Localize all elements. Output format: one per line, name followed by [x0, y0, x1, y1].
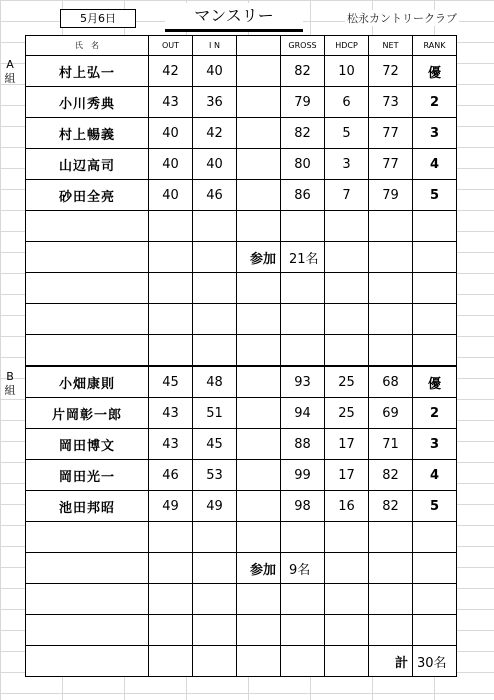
empty-row [26, 584, 457, 615]
results-table-wrap [25, 35, 457, 677]
hdcp-value: 6 [325, 87, 369, 118]
out-score: 43 [149, 398, 193, 429]
out-score: 40 [149, 118, 193, 149]
total-label: 計 [369, 646, 413, 677]
header-row [26, 36, 457, 56]
rank-value: 5 [413, 491, 457, 522]
blank-cell [237, 56, 281, 87]
gross-score: 99 [281, 460, 325, 491]
hdcp-value: 7 [325, 180, 369, 211]
blank-cell [237, 366, 281, 398]
player-name: 池田邦昭 [26, 491, 149, 522]
gross-score: 82 [281, 118, 325, 149]
gross-score: 86 [281, 180, 325, 211]
player-name: 山辺高司 [26, 149, 149, 180]
table-row [26, 398, 457, 429]
net-score: 73 [369, 87, 413, 118]
table-row [26, 87, 457, 118]
hdcp-value: 5 [325, 118, 369, 149]
net-score: 69 [369, 398, 413, 429]
in-score: 40 [193, 149, 237, 180]
player-name: 小畑康則 [26, 366, 149, 398]
participation-label: 参加 [237, 553, 281, 584]
net-score: 79 [369, 180, 413, 211]
hdcp-value: 16 [325, 491, 369, 522]
blank-cell [237, 460, 281, 491]
in-score: 46 [193, 180, 237, 211]
net-score: 77 [369, 118, 413, 149]
in-score: 45 [193, 429, 237, 460]
col-rank: RANK [413, 36, 457, 56]
col-name: 氏 名 [26, 36, 149, 56]
empty-row [26, 335, 457, 367]
blank-cell [237, 429, 281, 460]
blank-cell [237, 87, 281, 118]
participation-count: 9名 [281, 553, 325, 584]
hdcp-value: 25 [325, 366, 369, 398]
participation-row [26, 242, 457, 273]
hdcp-value: 3 [325, 149, 369, 180]
in-score: 40 [193, 56, 237, 87]
table-row [26, 429, 457, 460]
rank-value: 2 [413, 398, 457, 429]
in-score: 48 [193, 366, 237, 398]
empty-row [26, 522, 457, 553]
total-value: 30名 [413, 646, 457, 677]
rank-value: 4 [413, 460, 457, 491]
total-row [26, 646, 457, 677]
col-hdcp: HDCP [325, 36, 369, 56]
player-name: 岡田光一 [26, 460, 149, 491]
out-score: 40 [149, 180, 193, 211]
empty-row [26, 273, 457, 304]
player-name: 村上弘一 [26, 56, 149, 87]
net-score: 71 [369, 429, 413, 460]
table-row [26, 366, 457, 398]
blank-cell [237, 149, 281, 180]
rank-value: 優 [413, 366, 457, 398]
table-row [26, 460, 457, 491]
rank-value: 優 [413, 56, 457, 87]
out-score: 43 [149, 87, 193, 118]
out-score: 42 [149, 56, 193, 87]
hdcp-value: 25 [325, 398, 369, 429]
empty-row [26, 615, 457, 646]
participation-count: 21名 [281, 242, 325, 273]
participation-label: 参加 [237, 242, 281, 273]
gross-score: 98 [281, 491, 325, 522]
col-gross: GROSS [281, 36, 325, 56]
player-name: 村上暢義 [26, 118, 149, 149]
gross-score: 82 [281, 56, 325, 87]
net-score: 72 [369, 56, 413, 87]
empty-row [26, 211, 457, 242]
in-score: 53 [193, 460, 237, 491]
group-b-label: B 組 [4, 370, 16, 397]
out-score: 49 [149, 491, 193, 522]
table-row [26, 491, 457, 522]
out-score: 45 [149, 366, 193, 398]
net-score: 68 [369, 366, 413, 398]
player-name: 片岡彰一郎 [26, 398, 149, 429]
gross-score: 88 [281, 429, 325, 460]
table-row [26, 180, 457, 211]
blank-cell [237, 118, 281, 149]
player-name: 小川秀典 [26, 87, 149, 118]
results-table [25, 35, 457, 677]
club-name: 松永カントリークラブ [347, 12, 457, 25]
hdcp-value: 17 [325, 460, 369, 491]
col-net: NET [369, 36, 413, 56]
rank-value: 2 [413, 87, 457, 118]
table-row [26, 56, 457, 87]
col-out: OUT [149, 36, 193, 56]
hdcp-value: 10 [325, 56, 369, 87]
player-name: 岡田博文 [26, 429, 149, 460]
col-blank [237, 36, 281, 56]
out-score: 43 [149, 429, 193, 460]
participation-row [26, 553, 457, 584]
blank-cell [237, 491, 281, 522]
rank-value: 3 [413, 118, 457, 149]
gross-score: 93 [281, 366, 325, 398]
net-score: 77 [369, 149, 413, 180]
in-score: 42 [193, 118, 237, 149]
rank-value: 3 [413, 429, 457, 460]
group-a-label: A 組 [4, 58, 16, 85]
hdcp-value: 17 [325, 429, 369, 460]
out-score: 46 [149, 460, 193, 491]
in-score: 51 [193, 398, 237, 429]
rank-value: 4 [413, 149, 457, 180]
net-score: 82 [369, 460, 413, 491]
in-score: 36 [193, 87, 237, 118]
rank-value: 5 [413, 180, 457, 211]
blank-cell [237, 180, 281, 211]
table-row [26, 149, 457, 180]
gross-score: 80 [281, 149, 325, 180]
empty-row [26, 304, 457, 335]
col-in: I N [193, 36, 237, 56]
player-name: 砂田全亮 [26, 180, 149, 211]
net-score: 82 [369, 491, 413, 522]
blank-cell [237, 398, 281, 429]
gross-score: 79 [281, 87, 325, 118]
in-score: 49 [193, 491, 237, 522]
date-box: 5月6日 [60, 9, 136, 28]
table-row [26, 118, 457, 149]
gross-score: 94 [281, 398, 325, 429]
sheet-title: マンスリー [165, 3, 303, 32]
sheet-header [0, 0, 494, 35]
out-score: 40 [149, 149, 193, 180]
